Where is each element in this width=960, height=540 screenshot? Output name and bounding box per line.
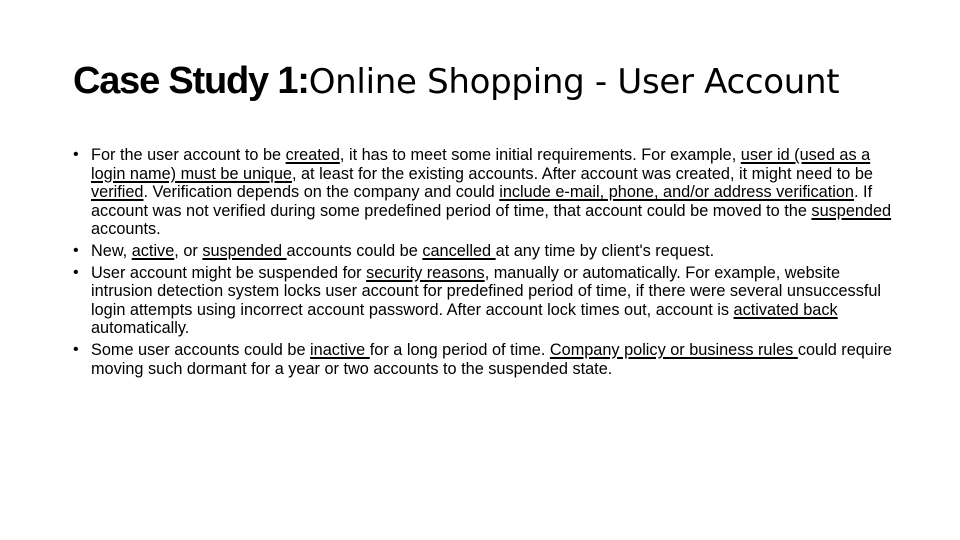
bullet-text — [91, 264, 881, 338]
underlined-term: include e-mail, phone, and/or address verification — [499, 183, 854, 202]
text-run: at any time by client's request. — [495, 241, 715, 260]
slide-title-regular: Online Shopping - User Account — [308, 62, 840, 102]
text-run: . If account was not verified during some predefined period of time, that account could be moved to the — [91, 183, 873, 220]
underlined-term: verified — [91, 183, 144, 202]
bullet-dot: • — [73, 146, 79, 163]
bullet-item — [73, 341, 903, 378]
bullet-text — [91, 146, 891, 238]
underlined-term: inactive — [310, 340, 370, 359]
bullet-dot: • — [73, 340, 79, 358]
text-run: For the user account to be — [91, 146, 286, 164]
bullet-dot: • — [73, 241, 79, 259]
bullet-dot: • — [73, 263, 79, 281]
text-run: , at least for the existing accounts. After account was created, it might need to be — [291, 164, 873, 183]
bullet-item — [73, 242, 903, 261]
text-run: automatically. — [91, 319, 190, 338]
bullet-text — [91, 242, 714, 260]
underlined-term: activated back — [733, 300, 838, 319]
bullet-text — [91, 341, 892, 378]
text-run: New, — [91, 241, 132, 260]
text-run: , it has to meet some initial requirements. For example, — [339, 146, 741, 164]
bullet-item — [73, 264, 903, 338]
text-run: accounts could be — [286, 241, 423, 260]
text-run: , manually or automatically. For example, website intrusion detection system locks user account for predefined period of time, if there were several unsuccessful login attempts using incorrect account password. After account lock times out, account is — [91, 263, 882, 319]
text-run: . Verification depends on the company and could — [143, 183, 500, 202]
text-run: , or — [174, 241, 203, 260]
text-run: User account might be suspended for — [91, 263, 367, 282]
underlined-term: suspended — [202, 241, 287, 260]
text-run: could require moving such dormant for a year or two accounts to the suspended state. — [91, 340, 892, 378]
underlined-term: created — [285, 146, 340, 164]
underlined-term: Company policy or business rules — [549, 340, 798, 359]
bullet-item — [73, 146, 903, 239]
underlined-term: cancelled — [422, 241, 496, 260]
underlined-term: suspended — [811, 201, 892, 220]
underlined-term: active — [131, 241, 175, 260]
underlined-term: user id (used as a login name) must be unique — [91, 146, 871, 183]
text-run: for a long period of time. — [369, 340, 550, 359]
underlined-term: security reasons — [366, 263, 485, 282]
text-run: accounts. — [91, 220, 161, 239]
slide-title-bold: Case Study 1: — [73, 60, 309, 102]
bullet-list — [73, 146, 903, 381]
text-run: Some user accounts could be — [91, 340, 311, 359]
slide-title — [73, 54, 933, 109]
